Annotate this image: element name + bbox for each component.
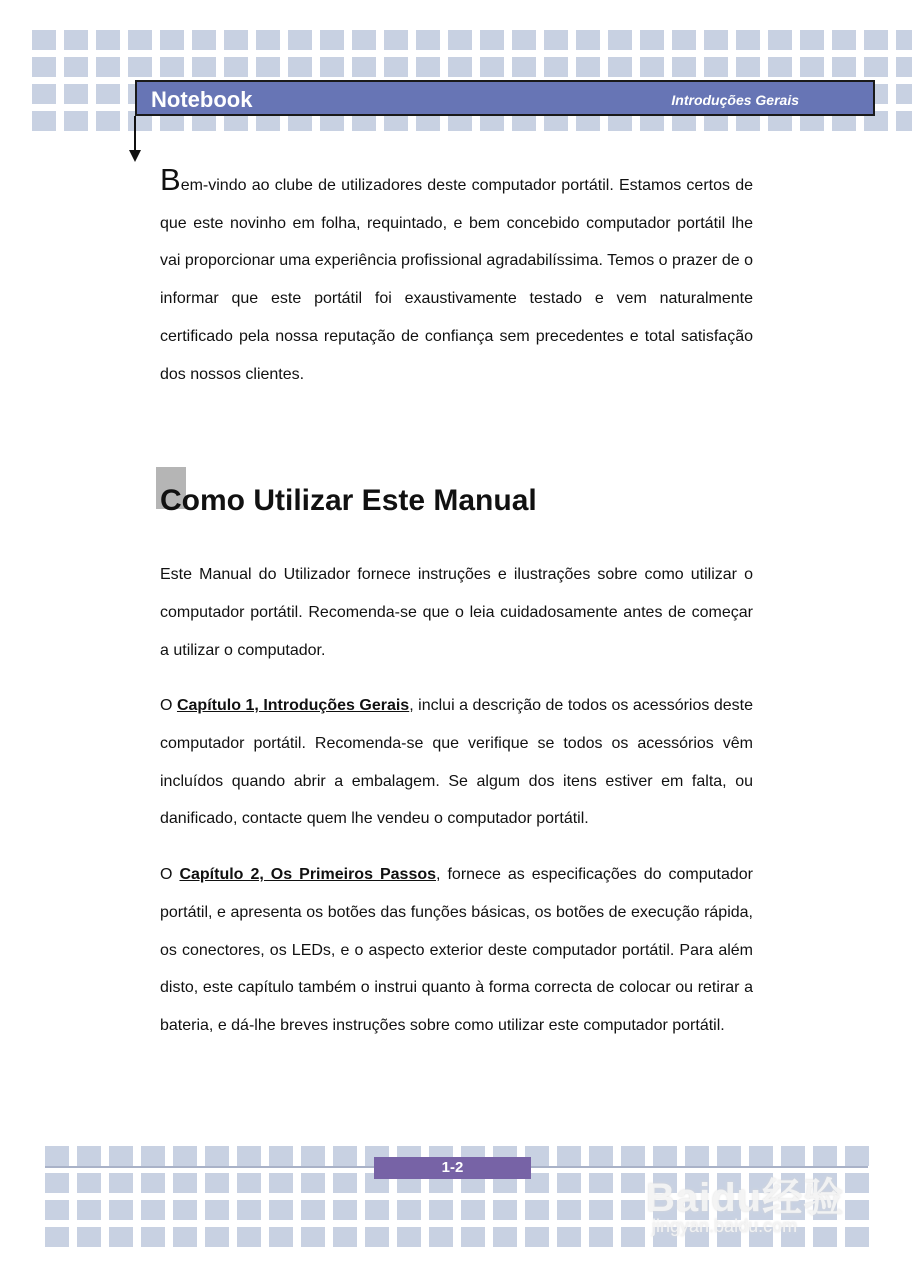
tile (109, 1173, 133, 1193)
tile (384, 57, 408, 77)
section-heading (160, 483, 753, 519)
tile (45, 1200, 69, 1220)
tile (493, 1227, 517, 1247)
tile (576, 57, 600, 77)
tile (448, 57, 472, 77)
tile (416, 30, 440, 50)
tile (77, 1173, 101, 1193)
arrow-down-icon (129, 150, 141, 162)
tile (192, 30, 216, 50)
tile (704, 57, 728, 77)
tile (160, 57, 184, 77)
tile (672, 30, 696, 50)
manual-paragraph-2 (160, 687, 753, 838)
page-number: 1-2 (374, 1157, 531, 1179)
tile (544, 30, 568, 50)
tile (141, 1173, 165, 1193)
tile (301, 1146, 325, 1166)
tile (288, 57, 312, 77)
tile (896, 57, 912, 77)
tile (896, 84, 912, 104)
tile (832, 30, 856, 50)
tile (397, 1227, 421, 1247)
tile (237, 1200, 261, 1220)
tile (77, 1146, 101, 1166)
tile (256, 57, 280, 77)
tile (64, 30, 88, 50)
tile (864, 57, 888, 77)
tile (589, 1200, 613, 1220)
tile (608, 57, 632, 77)
tile (32, 111, 56, 131)
tile (352, 30, 376, 50)
para2-prefix: O (160, 697, 177, 715)
tile (480, 30, 504, 50)
tile (237, 1227, 261, 1247)
tile (237, 1173, 261, 1193)
tile (96, 30, 120, 50)
tile (768, 57, 792, 77)
tile (173, 1227, 197, 1247)
tile (576, 30, 600, 50)
tile (525, 1200, 549, 1220)
tile (32, 30, 56, 50)
chapter-1-link[interactable]: Capítulo 1, Introduções Gerais (176, 697, 410, 715)
tile (557, 1227, 581, 1247)
tile (301, 1173, 325, 1193)
tile (493, 1200, 517, 1220)
watermark-logo: Baidu经验 (646, 1176, 845, 1220)
manual-paragraph-1: Este Manual do Utilizador fornece instruções e ilustrações sobre como utilizar o computador portátil. Recomenda-se que o leia cuidadosamente antes de começar a utilizar o computador. (160, 566, 753, 659)
tile (589, 1227, 613, 1247)
tile (301, 1200, 325, 1220)
tile (64, 57, 88, 77)
tile (365, 1200, 389, 1220)
tile (896, 111, 912, 131)
tile (301, 1227, 325, 1247)
tile (557, 1146, 581, 1166)
manual-paragraph-3 (160, 856, 753, 1045)
tile (128, 57, 152, 77)
tile (269, 1227, 293, 1247)
tile (608, 30, 632, 50)
para3-prefix: O (160, 866, 180, 884)
tile (45, 1173, 69, 1193)
header-section-title: Introduções Gerais (671, 92, 799, 108)
watermark-url: jingyan.baidu.com (652, 1216, 798, 1236)
tile (480, 57, 504, 77)
intro-text: em-vindo ao clube de utilizadores deste computador portátil. Estamos certos de que este novinho em folha, requintado, e bem concebido computador portátil lhe vai proporcionar uma experiência profissional agradabilíssima. Temos o prazer de o informar que este portátil foi exaustivamente testado e vem naturalmente certificado pela nossa reputação de confiança sem precedentes e total satisfação dos nossos clientes. (160, 177, 753, 383)
tile (416, 57, 440, 77)
tile (768, 30, 792, 50)
tile (429, 1227, 453, 1247)
tile (141, 1146, 165, 1166)
tile (269, 1200, 293, 1220)
tile (589, 1173, 613, 1193)
tile (384, 30, 408, 50)
watermark (640, 1148, 870, 1248)
tile (736, 30, 760, 50)
tile (205, 1173, 229, 1193)
tile (96, 111, 120, 131)
tile (544, 57, 568, 77)
tile (365, 1227, 389, 1247)
tile (429, 1200, 453, 1220)
tile (45, 1227, 69, 1247)
tile (333, 1173, 357, 1193)
arrow-line (134, 116, 136, 152)
tile (832, 57, 856, 77)
tile (461, 1200, 485, 1220)
tile (192, 57, 216, 77)
tile (160, 30, 184, 50)
tile (333, 1200, 357, 1220)
intro-paragraph (160, 162, 753, 393)
tile (237, 1146, 261, 1166)
tile (32, 57, 56, 77)
section-heading-text: Como Utilizar Este Manual (160, 484, 537, 518)
header-title: Notebook (151, 87, 253, 112)
tile (800, 57, 824, 77)
tile (256, 30, 280, 50)
tile (864, 30, 888, 50)
tile (173, 1146, 197, 1166)
intro-dropcap: B (160, 162, 181, 197)
tile (205, 1200, 229, 1220)
chapter-2-link[interactable]: Capítulo 2, Os Primeiros Passos (179, 866, 437, 884)
tile (320, 30, 344, 50)
tile (397, 1200, 421, 1220)
para2-text: , inclui a descrição de todos os acessórios deste computador portátil. Recomenda-se que verifique se todos os acessórios vêm incluídos quando abrir a embalagem. Se algum dos itens estiver em falta, ou danificado, contacte quem lhe vendeu o computador portátil. (160, 697, 754, 828)
tile (896, 30, 912, 50)
tile (45, 1146, 69, 1166)
tile (704, 30, 728, 50)
tile (173, 1200, 197, 1220)
tile (269, 1173, 293, 1193)
tile (288, 30, 312, 50)
tile (557, 1173, 581, 1193)
tile (320, 57, 344, 77)
tile (109, 1200, 133, 1220)
tile (141, 1227, 165, 1247)
tile (333, 1227, 357, 1247)
tile (800, 30, 824, 50)
tile (128, 30, 152, 50)
header-bar (135, 80, 875, 116)
tile (512, 30, 536, 50)
tile (736, 57, 760, 77)
tile (448, 30, 472, 50)
page-content (160, 162, 754, 1063)
tile (557, 1200, 581, 1220)
tile (352, 57, 376, 77)
tile (224, 30, 248, 50)
tile (109, 1146, 133, 1166)
tile (333, 1146, 357, 1166)
tile (205, 1146, 229, 1166)
tile (589, 1146, 613, 1166)
tile (512, 57, 536, 77)
tile (141, 1200, 165, 1220)
tile (672, 57, 696, 77)
tile (640, 57, 664, 77)
tile (77, 1227, 101, 1247)
tile (461, 1227, 485, 1247)
tile (64, 111, 88, 131)
tile (173, 1173, 197, 1193)
tile (96, 57, 120, 77)
tile (64, 84, 88, 104)
tile (109, 1227, 133, 1247)
tile (269, 1146, 293, 1166)
tile (640, 30, 664, 50)
para3-text: , fornece as especificações do computador portátil, e apresenta os botões das funções básicas, os botões de execução rápida, os conectores, os LEDs, e o aspecto exterior deste computador portátil. Para além disto, este capítulo também o instrui quanto à forma correcta de colocar ou retirar a bateria, e dá-lhe breves instruções sobre como utilizar este computador portátil. (160, 866, 753, 1034)
tile (205, 1227, 229, 1247)
tile (525, 1227, 549, 1247)
tile (32, 84, 56, 104)
tile (224, 57, 248, 77)
tile (96, 84, 120, 104)
tile (77, 1200, 101, 1220)
